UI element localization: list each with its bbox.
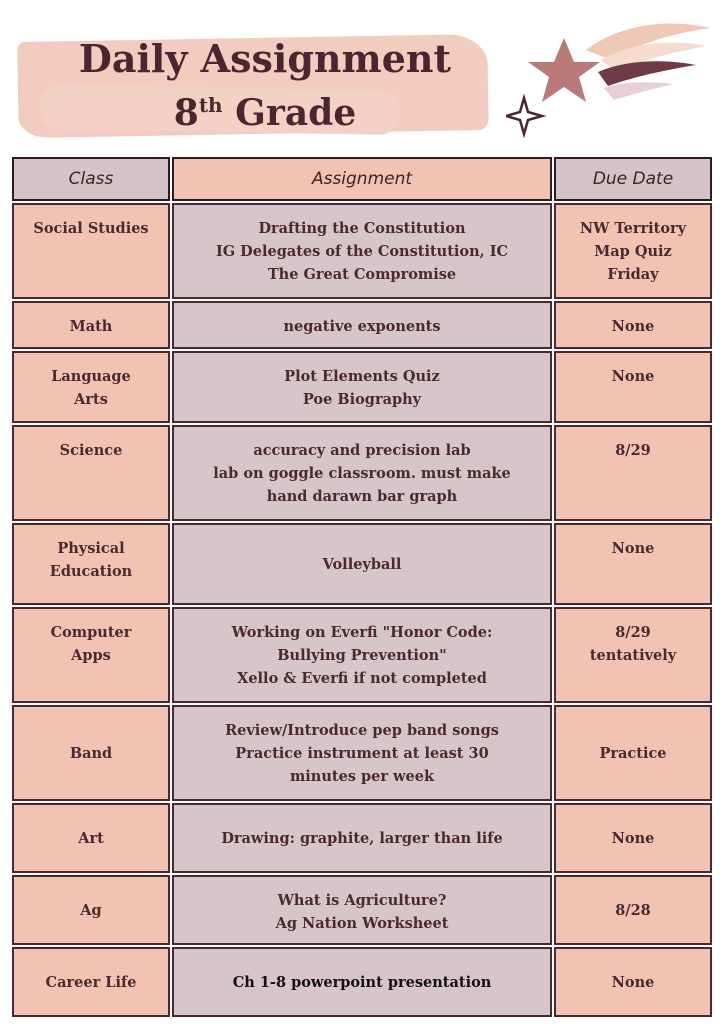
class-cell: Band	[12, 705, 170, 801]
assignment-cell: Volleyball	[172, 523, 552, 605]
due-date-cell: None	[554, 803, 712, 873]
assignment-cell: Drawing: graphite, larger than life	[172, 803, 552, 873]
assignment-cell: Working on Everfi "Honor Code: Bullying Prevention" Xello & Everfi if not completed	[172, 607, 552, 703]
class-cell: Computer Apps	[12, 607, 170, 703]
assignment-cell: What is Agriculture? Ag Nation Worksheet	[172, 875, 552, 945]
assignment-cell: Ch 1-8 powerpoint presentation	[172, 947, 552, 1017]
due-date-cell: 8/29	[554, 425, 712, 521]
assignment-cell: accuracy and precision lab lab on goggle classroom. must make hand darawn bar graph	[172, 425, 552, 521]
due-date-cell: None	[554, 523, 712, 605]
assignment-cell: Plot Elements Quiz Poe Biography	[172, 351, 552, 423]
class-cell: Ag	[12, 875, 170, 945]
due-date-cell: Practice	[554, 705, 712, 801]
class-cell: Art	[12, 803, 170, 873]
class-cell: Career Life	[12, 947, 170, 1017]
column-header-class: Class	[12, 157, 170, 201]
page-title: Daily Assignment	[78, 36, 452, 81]
due-date-cell: NW Territory Map Quiz Friday	[554, 203, 712, 299]
assignment-cell: negative exponents	[172, 301, 552, 349]
class-cell: Math	[12, 301, 170, 349]
class-cell: Language Arts	[12, 351, 170, 423]
assignment-table	[12, 157, 712, 1019]
assignment-cell: Drafting the Constitution IG Delegates of the Constitution, IC The Great Compromise	[172, 203, 552, 299]
shooting-star-icon	[506, 10, 716, 140]
page-subtitle: 8th Grade	[173, 92, 357, 134]
due-date-cell: None	[554, 301, 712, 349]
due-date-cell: None	[554, 351, 712, 423]
class-cell: Science	[12, 425, 170, 521]
column-header-due-date: Due Date	[554, 157, 712, 201]
class-cell: Social Studies	[12, 203, 170, 299]
column-header-assignment: Assignment	[172, 157, 552, 201]
class-cell: Physical Education	[12, 523, 170, 605]
page-header	[0, 0, 724, 150]
due-date-cell: None	[554, 947, 712, 1017]
assignment-cell: Review/Introduce pep band songs Practice instrument at least 30 minutes per week	[172, 705, 552, 801]
due-date-cell: 8/29 tentatively	[554, 607, 712, 703]
due-date-cell: 8/28	[554, 875, 712, 945]
